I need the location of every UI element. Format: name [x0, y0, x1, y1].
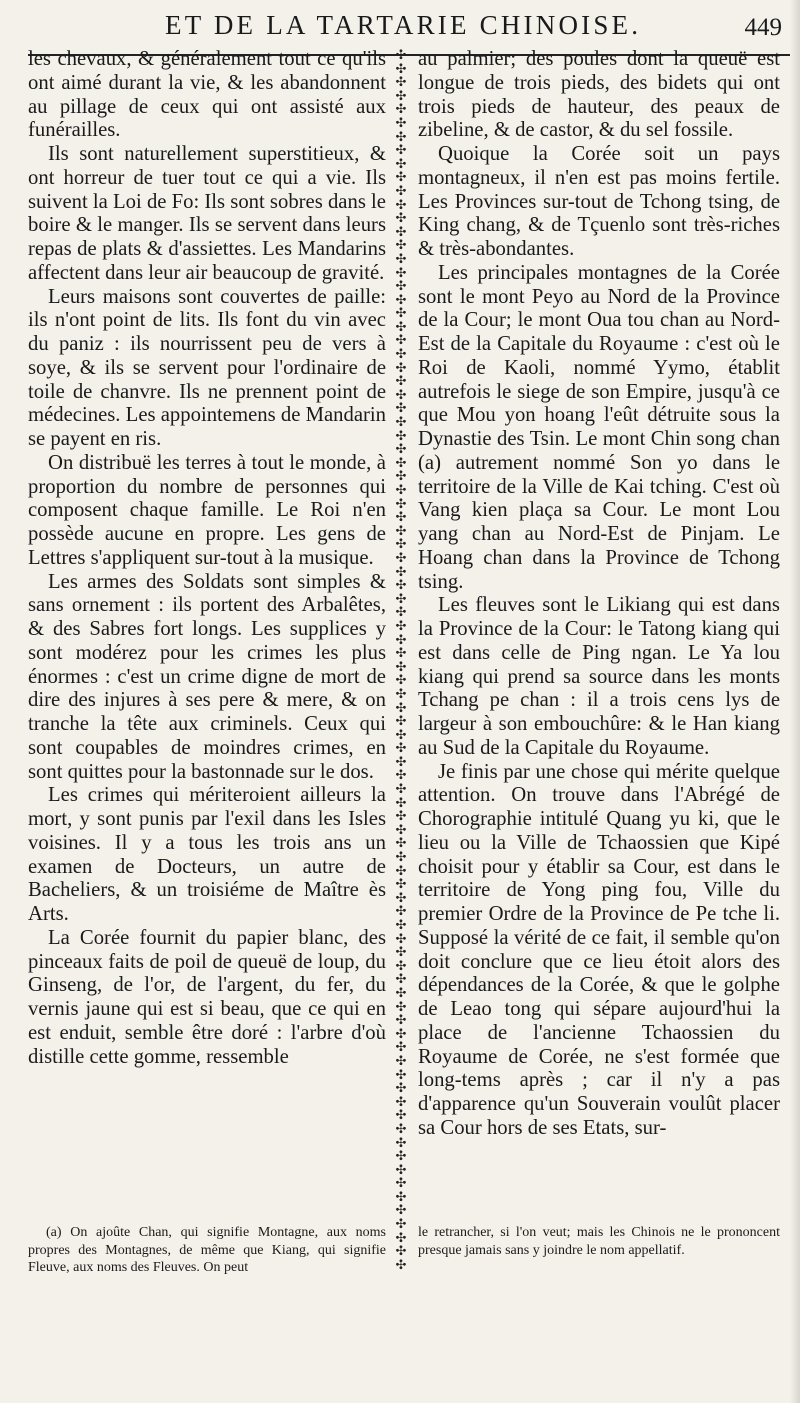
- ornament-glyph: ✣: [395, 427, 407, 443]
- ornament-glyph: ✣: [395, 590, 407, 606]
- ornament-glyph: ✣: [395, 400, 407, 416]
- ornament-glyph: ✣: [395, 237, 407, 253]
- ornament-glyph: ✣: [395, 196, 407, 212]
- ornament-glyph: ✣: [395, 862, 407, 878]
- ornament-glyph: ✣: [395, 169, 407, 185]
- paragraph: Quoique la Corée soit un pays montagneux, il n'en est pas moins fertile. Les Provinces sur-tout de Tchong tsing, de King chang, & de Tçuenlo sont très-riches & très-abondantes.: [418, 143, 780, 260]
- ornament-glyph: ✣: [395, 944, 407, 960]
- ornament-glyph: ✣: [395, 1216, 407, 1232]
- ornament-glyph: ✣: [395, 563, 407, 579]
- paragraph: On distribuë les terres à tout le monde, à proportion du nombre de personnes qui composent chaque famille. Le Roi n'en possède aucune en propre. Les gens de Lettres s'appliquent sur-tout à la musique.: [28, 451, 386, 569]
- paragraph: La Corée fournit du papier blanc, des pinceaux faits de poil de queuë de loup, du Ginseng, de l'or, de l'argent, du fer, du vernis jaune qui est si beau, que ce qui en est enduit, semble être doré : l'arbre d'où distille cette gomme, ressemble: [28, 926, 386, 1068]
- ornament-glyph: ✣: [395, 1066, 407, 1082]
- footnote-text: (a) On ajoûte Chan, qui signifie Montagne, aux noms propres des Montagnes, de même que Kiang, qui signifie Fleuve, aux noms des Fleuves. On peut: [28, 1225, 386, 1275]
- ornament-glyph: ✣: [395, 1039, 407, 1055]
- ornament-glyph: ✣: [395, 223, 407, 239]
- ornament-glyph: ✣: [395, 577, 407, 593]
- ornament-glyph: ✣: [395, 522, 407, 538]
- paragraph: Les principales montagnes de la Corée sont le mont Peyo au Nord de la Province de la Cour; le mont Oua tou chan au Nord-Est de la Capitale du Royaume : c'est où le Roi de Kaoli, nommé Yymo, établit autrefois le siege de son Empire, jusqu'à ce que Mou yon hoang l'eût détruite sous la Dynastie des Tsin. Le mont Chin song chan (a) autrement nommé Son yo dans le territoire de la Ville de Kai tching. C'est où Vang kien plaça sa Cour. Le mont Lou yang chan au Nord-Est de Pinjam. Le Hoang chan dans la Province de Tchong tsing.: [418, 261, 780, 593]
- paragraph: Les crimes qui mériteroient ailleurs la mort, y sont punis par l'exil dans les Isles voisines. Il y a tous les trois ans un examen de Docteurs, un autre de Bacheliers, & un troisiéme de Maître ès Arts.: [28, 784, 386, 925]
- ornament-glyph: ✣: [395, 182, 407, 198]
- paragraph: Leurs maisons sont couvertes de paille: ils n'ont point de lits. Ils font du vin avec du paniz : ils nourrissent peu de vers à soye, & ils se servent pour l'ordinaire de toile de chanvre. Ils ne prennent point de médecines. Les appointemens de Mandarin se payent en ris.: [28, 285, 386, 450]
- ornament-glyph: ✣: [395, 482, 407, 497]
- right-column: [418, 48, 780, 1141]
- ornament-glyph: ✣: [395, 250, 407, 266]
- paragraph: Les armes des Soldats sont simples & sans ornement : ils portent des Arbalêtes, & des Sabres fort longs. Les supplices y sont modérez pour les crimes les plus énormes : c'est un crime digne de mort de dire des injures à ses pere & mere, & on tranche la tête aux criminels. Ceux qui sont coupables de moindres crimes, en sont quittes pour la bastonnade sur le dos.: [28, 570, 386, 783]
- ornament-glyph: ✣: [395, 549, 407, 565]
- ornament-glyph: ✣: [395, 672, 407, 688]
- ornament-glyph: ✣: [395, 998, 407, 1014]
- ornament-glyph: ✣: [395, 1188, 407, 1204]
- ornament-glyph: ✣: [395, 1175, 407, 1191]
- paragraph: les chevaux, & généralement tout ce qu'ils ont aimé durant la vie, & les abandonnent au pillage de ceux qui ont assisté aux funérailles.: [28, 48, 386, 142]
- ornament-glyph: ✣: [395, 1256, 407, 1270]
- paragraph: au palmier; des poules dont la queuë est longue de trois pieds, des bidets qui ont trois pieds de hauteur, des peaux de zibeline, & de castor, & du sel fossile.: [418, 48, 780, 142]
- ornament-glyph: ✣: [395, 1120, 407, 1136]
- left-column: [28, 48, 386, 1069]
- ornament-glyph: ✣: [395, 441, 407, 457]
- ornament-glyph: ✣: [395, 821, 407, 837]
- ornament-glyph: ✣: [395, 794, 407, 810]
- ornament-glyph: ✣: [395, 740, 407, 756]
- ornament-glyph: ✣: [395, 305, 407, 321]
- ornament-glyph: ✣: [395, 128, 407, 144]
- ornament-glyph: ✣: [395, 359, 407, 375]
- page-header: [0, 10, 800, 46]
- ornament-glyph: ✣: [395, 781, 407, 797]
- ornament-glyph: ✣: [395, 917, 407, 932]
- ornament-glyph: ✣: [395, 114, 407, 130]
- ornament-glyph: ✣: [395, 87, 407, 103]
- footnote-text: le retrancher, si l'on veut; mais les Chinois ne le prononcent presque jamais sans y joindre le nom appellatif.: [418, 1225, 780, 1258]
- ornament-glyph: ✣: [395, 291, 407, 307]
- paragraph: Les fleuves sont le Likiang qui est dans la Province de la Cour: le Tatong kiang qui est dans celle de Ping ngan. Le Ya lou kiang qui prend sa source dans les monts Tchang pe chan : il a trois cens lys de largeur à son embouchûre: & le Han kiang au Sud de la Capitale du Royaume.: [418, 594, 780, 759]
- ornament-glyph: ✣: [395, 685, 407, 701]
- ornament-glyph: ✣: [395, 1080, 407, 1096]
- ornament-glyph: ✣: [395, 318, 407, 334]
- page-number: 449: [744, 14, 782, 41]
- ornament-glyph: ✣: [395, 454, 407, 470]
- paragraph: Ils sont naturellement superstitieux, & ont horreur de tuer tout ce qui a vie. Ils suivent la Loi de Fo: Ils sont sobres dans le boire & le manger. Ils se servent dans leurs repas de plats & d'assiettes. Les Mandarins affectent dans leur air beaucoup de gravité.: [28, 143, 386, 284]
- ornament-glyph: ✣: [395, 1012, 407, 1028]
- ornament-glyph: ✣: [395, 48, 407, 62]
- ornament-glyph: ✣: [395, 984, 407, 1000]
- ornament-glyph: ✣: [395, 726, 407, 742]
- ornament-glyph: ✣: [395, 876, 407, 892]
- ornament-glyph: ✣: [395, 101, 407, 117]
- ornament-glyph: ✣: [395, 849, 407, 865]
- ornament-glyph: ✣: [395, 278, 407, 294]
- scan-edge-shadow: [790, 0, 800, 1403]
- ornament-glyph: ✣: [395, 645, 407, 661]
- ornament-glyph: ✣: [395, 332, 407, 348]
- ornament-glyph: ✣: [395, 835, 407, 851]
- ornament-glyph: ✣: [395, 1161, 407, 1177]
- ornament-glyph: ✣: [395, 210, 407, 226]
- ornament-glyph: ✣: [395, 1134, 407, 1150]
- footnote-left: [28, 1224, 386, 1277]
- ornament-glyph: ✣: [395, 414, 407, 430]
- ornament-glyph: ✣: [395, 930, 407, 946]
- ornament-glyph: ✣: [395, 536, 407, 552]
- ornament-glyph: ✣: [395, 753, 407, 769]
- ornament-glyph: ✣: [395, 604, 407, 620]
- ornament-glyph: ✣: [395, 142, 407, 158]
- ornament-glyph: ✣: [395, 1052, 407, 1068]
- ornament-glyph: ✣: [395, 1229, 407, 1245]
- ornament-glyph: ✣: [395, 155, 407, 171]
- ornament-glyph: ✣: [395, 957, 407, 973]
- ornament-glyph: ✣: [395, 468, 407, 484]
- ornament-glyph: ✣: [395, 617, 407, 633]
- ornament-glyph: ✣: [395, 386, 407, 402]
- ornament-glyph: ✣: [395, 658, 407, 674]
- running-title: ET DE LA TARTARIE CHINOISE.: [165, 10, 642, 40]
- ornament-glyph: ✣: [395, 903, 407, 919]
- ornament-glyph: ✣: [395, 971, 407, 987]
- ornament-glyph: ✣: [395, 1202, 407, 1218]
- ornament-glyph: ✣: [395, 346, 407, 362]
- ornament-glyph: ✣: [395, 889, 407, 905]
- ornamental-column-divider: [391, 48, 411, 1270]
- ornament-glyph: ✣: [395, 767, 407, 783]
- ornament-glyph: ✣: [395, 373, 407, 389]
- paragraph: Je finis par une chose qui mérite quelque attention. On trouve dans l'Abrégé de Chorographie intitulé Quang yu ki, que le lieu ou la Ville de Tchaossien que Kipé choisit pour y établir sa Cour, est dans le territoire de Yong ping fou, Ville du premier Ordre de la Province de Pe tche li. Supposé la vérité de ce fait, il semble qu'on doit conclure que ce lieu étoit alors des dépendances de la Corée, & que le golphe de Leao tong qui sépare aujourd'hui la place de l'ancienne Tchaossien du Royaume de Corée, ne s'est formée que long-tems après ; car il n'y a pas d'apparence qu'un Souverain voulût placer sa Cour hors de ses Etats, sur-: [418, 760, 780, 1139]
- ornament-glyph: ✣: [395, 1243, 407, 1259]
- ornament-glyph: ✣: [395, 1148, 407, 1164]
- ornament-glyph: ✣: [395, 1093, 407, 1109]
- ornament-glyph: ✣: [395, 495, 407, 511]
- ornament-glyph: ✣: [395, 631, 407, 647]
- ornament-glyph: ✣: [395, 74, 407, 90]
- ornament-glyph: ✣: [395, 1107, 407, 1123]
- ornament-glyph: ✣: [395, 808, 407, 824]
- footnote-right: [418, 1224, 780, 1259]
- ornament-glyph: ✣: [395, 699, 407, 715]
- ornament-glyph: ✣: [395, 264, 407, 280]
- ornament-glyph: ✣: [395, 509, 407, 525]
- ornament-glyph: ✣: [395, 713, 407, 729]
- ornament-glyph: ✣: [395, 60, 407, 76]
- ornament-glyph: ✣: [395, 1025, 407, 1041]
